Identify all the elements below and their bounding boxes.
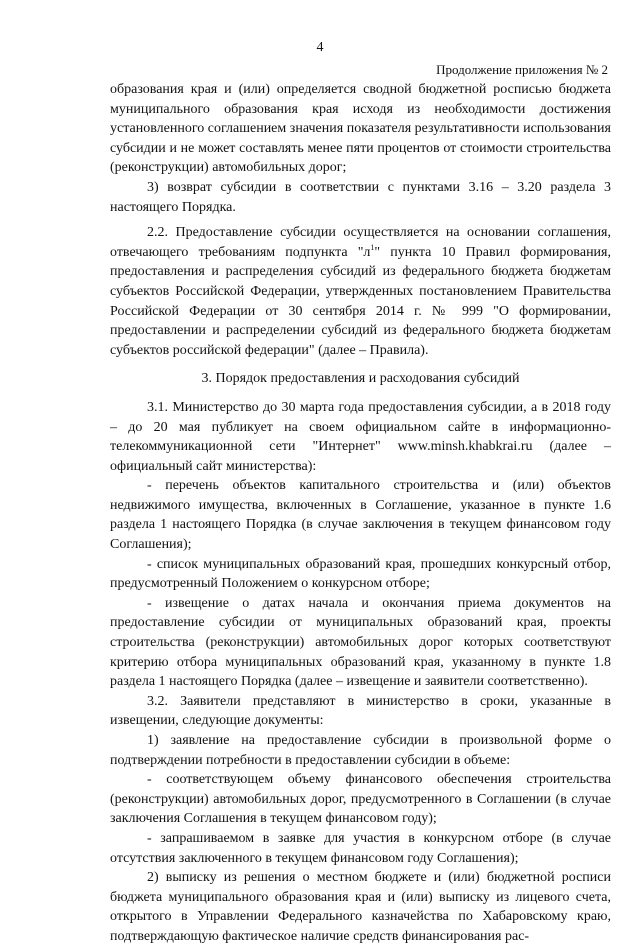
- section-3-heading: 3. Порядок предоставления и расходования субсидий: [201, 371, 520, 387]
- paragraph-funding-continuation: образования края и (или) определяется сводной бюджетной росписью бюджета муниципального образования края исходя из необходимости достижения установленного соглашением значения показателя результативности использования субсидии и не может составлять менее пяти процентов от стоимости строительства (реконструкции) автомобильных дорог;: [110, 82, 611, 176]
- list-item-application: 1) заявление на предоставление субсидии в произвольной форме о подтверждении потребности в предоставлении субсидии в объеме:: [110, 733, 611, 768]
- paragraph-2-2-text-start: 2.2. Предоставление субсидии осуществляется на основании соглашения, отвечающего требованиям подпункта "л: [110, 225, 611, 260]
- paragraph-3-2: 3.2. Заявители представляют в министерство в сроки, указанные в извещении, следующие документы:: [110, 693, 611, 729]
- paragraph-2-2-text-end: " пункта 10 Правил формирования, предоставления и распределения субсидий из федерального бюджета бюджетам субъектов Российской Федерации, утвержденных постановлением Правительства Российской Федерации от 30 сентября 2014 г. № 999 "О формировании, предоставлении и распределении субсидий из федерального бюджета бюджетам субъектов российской федерации" (далее – Правила).: [110, 244, 611, 358]
- page-number: 4: [316, 40, 324, 55]
- list-item-objects: - перечень объектов капитального строительства и (или) объектов недвижимого имущества, включенных в Соглашение, указанное в пункте 1.6 раздела 1 настоящего Порядка (в случае заключения в текущем финансовом году Соглашения);: [110, 478, 611, 553]
- list-item-municipalities: - список муниципальных образований края, прошедших конкурсный отбор, предусмотренный Положением о конкурсном отборе;: [110, 556, 611, 592]
- paragraph-subsidy-return: 3) возврат субсидии в соответствии с пунктами 3.16 – 3.20 раздела 3 настоящего Порядка.: [110, 179, 611, 215]
- list-item-budget-extract: 2) выписку из решения о местном бюджете и (или) бюджетной росписи бюджета муниципального образования края и (или) выписку из лицевого счета, открытого в Управлении Федерального казначейства по Хабаровскому краю, подтверждающую фактическое наличие средств финансирования рас-: [110, 870, 611, 944]
- list-item-requested-volume: - запрашиваемом в заявке для участия в конкурсном отборе (в случае отсутствия заключенного в текущем финансовом году Соглашения);: [110, 830, 611, 866]
- superscript-marker: 1: [370, 242, 375, 252]
- paragraph-2-2: [110, 223, 611, 360]
- paragraph-3-1: 3.1. Министерство до 30 марта года предоставления субсидии, а в 2018 году – до 20 мая публикует на своем официальном сайте в информационно-телекоммуникационной сети "Интернет" www.minsh.khabkrai.ru (далее – официальный сайт министерства):: [110, 399, 611, 474]
- document-body: [110, 80, 611, 947]
- list-item-financing-volume: - соответствующем объему финансового обеспечения строительства (реконструкции) автомобильных дорог, предусмотренного в Соглашении (в случае заключения Соглашения в текущем финансовом году);: [110, 772, 611, 827]
- appendix-continuation-note: Продолжение приложения № 2: [436, 62, 608, 77]
- list-item-notice: - извещение о датах начала и окончания приема документов на предоставление субсидии от муниципальных образований края, проекты строительства (реконструкции) автомобильных дорог которых соответствуют критерию отбора муниципальных образований края, указанному в пункте 1.8 раздела 1 настоящего Порядка (далее – извещение и заявители соответственно).: [110, 595, 611, 690]
